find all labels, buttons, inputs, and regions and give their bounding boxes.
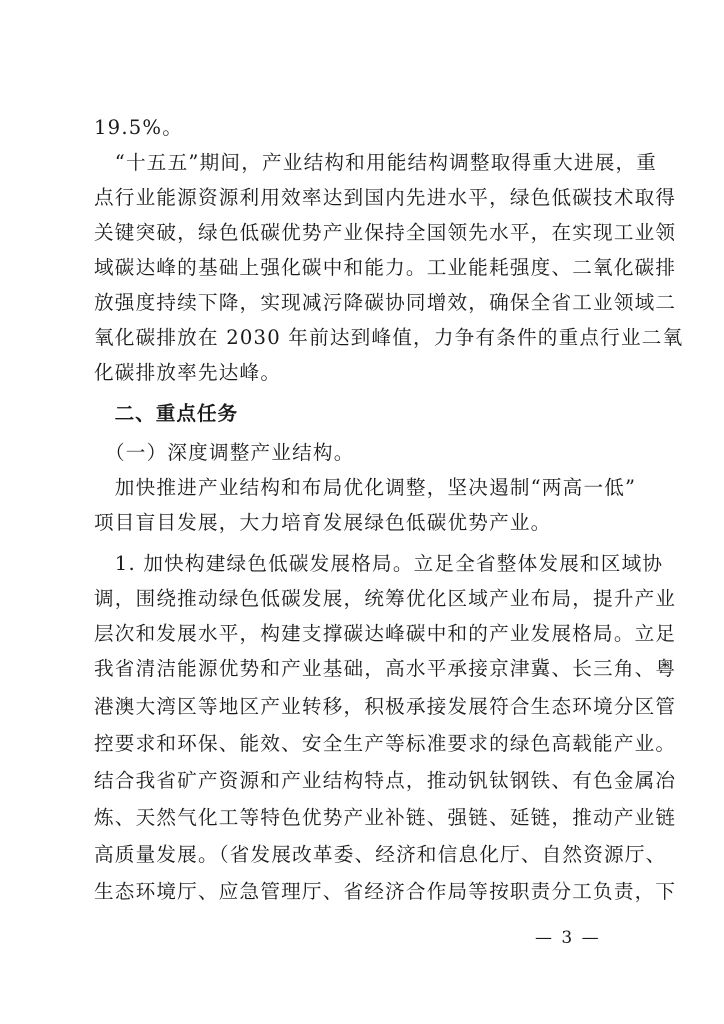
text-line: 项目盲目发展，大力培育发展绿色低碳优势产业。 [94, 511, 552, 534]
text-line: 港澳大湾区等地区产业转移，积极承接发展符合生态环境分区管 [94, 695, 677, 718]
page-number: — 3 — [535, 928, 601, 948]
subsection-heading: （一）深度调整产业结构。 [94, 441, 355, 464]
text-line: 19.5%。 [94, 116, 184, 139]
text-line: 加快推进产业结构和布局优化调整，坚决遏制“两高一低” [94, 476, 637, 499]
text-line: 高质量发展。（省发展改革委、经济和信息化厅、自然资源厅、 [94, 843, 667, 866]
text-line: 生态环境厅、应急管理厅、省经济合作局等按职责分工负责，下 [94, 880, 677, 903]
text-line: “十五五”期间，产业结构和用能结构调整取得重大进展，重 [94, 151, 658, 174]
text-line: 炼、天然气化工等特色优势产业补链、强链、延链，推动产业链 [94, 806, 677, 829]
text-line: 化碳排放率先达峰。 [94, 361, 282, 384]
text-line: 域碳达峰的基础上强化碳中和能力。工业能耗强度、二氧化碳排 [94, 256, 677, 279]
text-line: 控要求和环保、能效、安全生产等标准要求的绿色高载能产业。 [94, 732, 677, 755]
text-line: 放强度持续下降，实现减污降碳协同增效，确保全省工业领域二 [94, 291, 677, 314]
text-line: 结合我省矿产资源和产业结构特点，推动钒钛钢铁、有色金属冶 [94, 769, 677, 792]
text-line: 我省清洁能源优势和产业基础，高水平承接京津冀、长三角、粤 [94, 657, 677, 680]
text-line: 氧化碳排放在 2030 年前达到峰值，力争有条件的重点行业二氧 [94, 326, 684, 349]
text-line: 关键突破，绿色低碳优势产业保持全国领先水平，在实现工业领 [94, 221, 677, 244]
text-line: 层次和发展水平，构建支撑碳达峰碳中和的产业发展格局。立足 [94, 622, 677, 645]
text-line: 调，围绕推动绿色低碳发展，统筹优化区域产业布局，提升产业 [94, 587, 677, 610]
text-line: 点行业能源资源利用效率达到国内先进水平，绿色低碳技术取得 [94, 186, 677, 209]
text-line: 1. 加快构建绿色低碳发展格局。立足全省整体发展和区域协 [94, 552, 664, 575]
section-heading: 二、重点任务 [94, 402, 239, 425]
